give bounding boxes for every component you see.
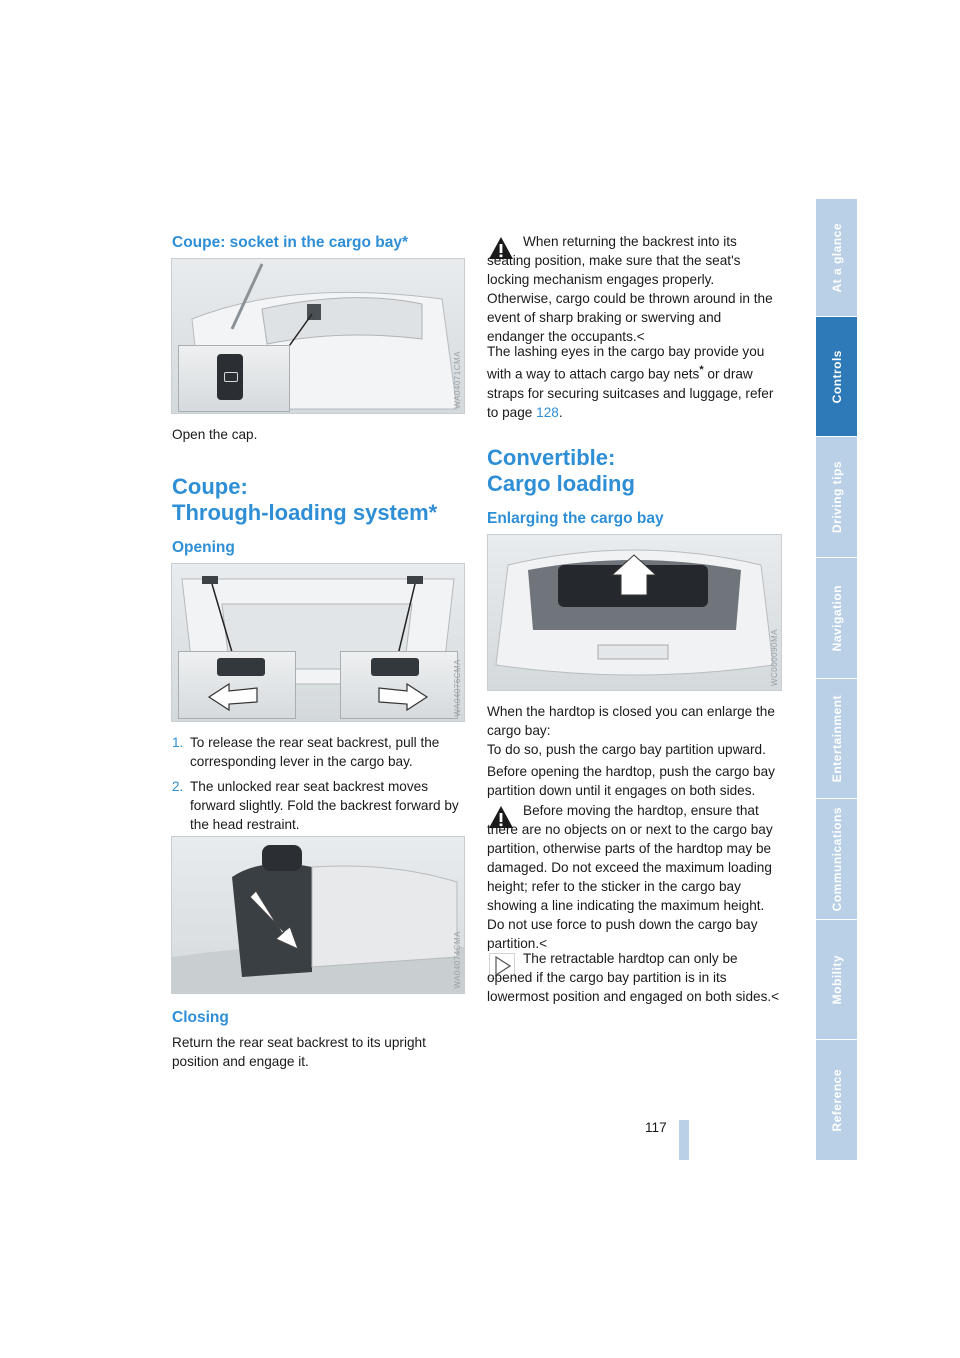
figure-code: WA04071CMA <box>453 351 462 409</box>
figure-code: WA04076CMA <box>453 659 462 717</box>
closing-heading: Closing <box>172 1009 229 1026</box>
left-lever-inset <box>178 651 296 719</box>
opening-figure <box>171 563 465 722</box>
figure-code: WC000090MA <box>770 628 779 686</box>
opening-steps <box>172 733 464 840</box>
tab-navigation[interactable]: Navigation <box>816 557 857 679</box>
rear-seat-illustration <box>172 837 464 993</box>
convertible-heading: Convertible: Cargo loading <box>487 445 635 496</box>
lashing-text: The lashing eyes in the cargo bay provide you with a way to attach cargo bay nets* or draw straps for securing suitcases and luggage, refer to page 128. <box>487 344 774 420</box>
tab-at-a-glance[interactable]: At a glance <box>816 198 857 317</box>
socket-detail-inset <box>178 345 290 412</box>
enlarging-figure <box>487 534 782 691</box>
tab-controls[interactable]: Controls <box>816 316 857 437</box>
warning-backrest-text: When returning the backrest into its seating position, make sure that the seat's locking mechanism engages properly. Otherwise, cargo could be thrown around in the event of sharp braking or swerving and endanger the occupants.< <box>487 234 773 344</box>
arrow-right-icon <box>341 652 457 718</box>
convertible-trunk-illustration <box>488 535 781 690</box>
closing-text: Return the rear seat backrest to its upright position and engage it. <box>172 1035 426 1069</box>
enlarging-heading: Enlarging the cargo bay <box>487 510 664 527</box>
before-opening-text: Before opening the hardtop, push the cargo bay partition down until it engages on both sides. <box>487 764 775 798</box>
page-link[interactable]: 128 <box>536 404 559 420</box>
right-lever-inset <box>340 651 458 719</box>
seat-figure <box>171 836 465 994</box>
page-number: 117 <box>645 1120 667 1135</box>
socket-figure <box>171 258 465 414</box>
tab-driving-tips[interactable]: Driving tips <box>816 436 857 558</box>
through-loading-heading: Coupe: Through-loading system* <box>172 474 438 525</box>
warning-hardtop-text: Before moving the hardtop, ensure that there are no objects on or next to the cargo bay partition, otherwise parts of the hardtop may be damaged. Do not exceed the maximum loading height; refer to the sticker in the cargo bay showing a line indicating the maximum height. Do not use force to push down the cargo bay partition.< <box>487 803 773 951</box>
tab-mobility[interactable]: Mobility <box>816 919 857 1040</box>
opening-heading: Opening <box>172 539 235 556</box>
arrow-left-icon <box>179 652 295 718</box>
tab-reference[interactable]: Reference <box>816 1039 857 1161</box>
socket-heading: Coupe: socket in the cargo bay* <box>172 234 408 251</box>
hardtop-closed-text: When the hardtop is closed you can enlarge the cargo bay: To do so, push the cargo bay partition upward. <box>487 704 775 757</box>
socket-cap <box>217 354 243 400</box>
tab-communications[interactable]: Communications <box>816 798 857 920</box>
list-item: 2. The unlocked rear seat backrest moves forward slightly. Fold the backrest forward by the head restraint. <box>172 779 459 832</box>
tab-entertainment[interactable]: Entertainment <box>816 678 857 799</box>
chapter-tabs <box>816 198 857 1160</box>
list-item: 1. To release the rear seat backrest, pull the corresponding lever in the cargo bay. <box>172 735 440 769</box>
socket-text: Open the cap. <box>172 427 258 442</box>
figure-code: WA04074CMA <box>453 931 462 989</box>
note-hardtop-text: The retractable hardtop can only be opened if the cargo bay partition is in its lowermost position and engaged on both sides.< <box>487 951 780 1004</box>
page-number-bar <box>679 1120 689 1160</box>
